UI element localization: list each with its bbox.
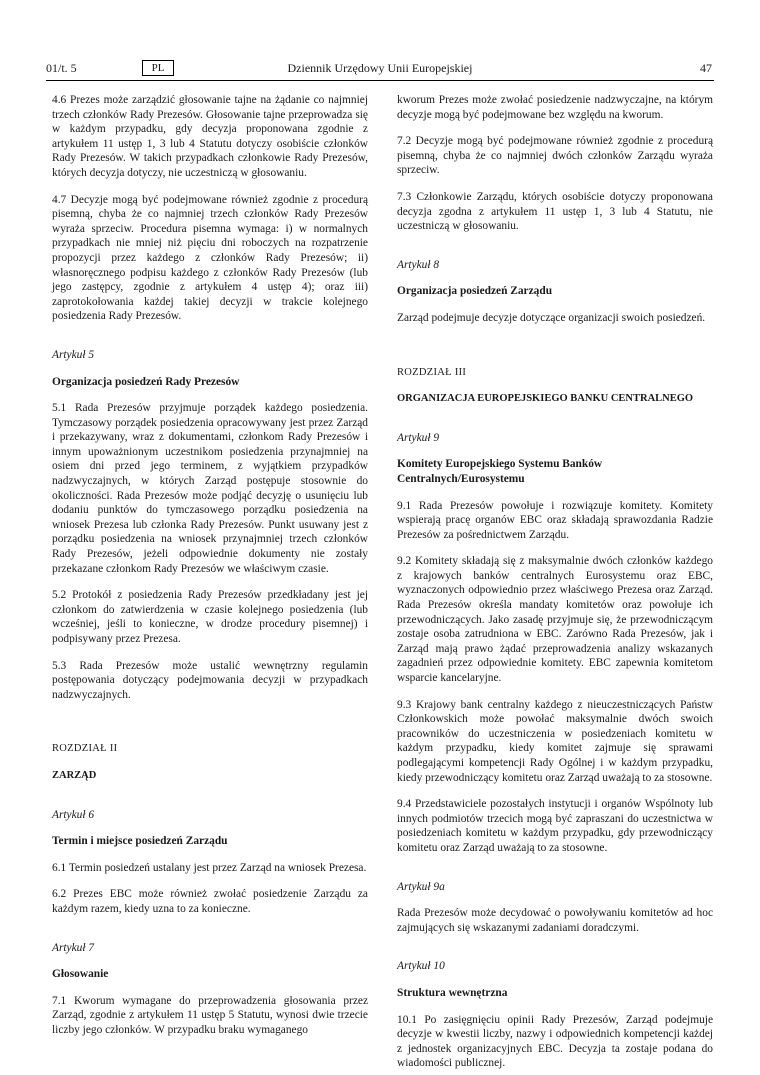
language-badge: PL: [142, 60, 174, 76]
paragraph-6-1: 6.1 Termin posiedzeń ustalany jest przez Zarząd na wniosek Prezesa.: [52, 861, 367, 874]
article-5-label: Artykuł 5: [52, 348, 95, 361]
article-9a-label: Artykuł 9a: [397, 880, 445, 893]
article-9-title-line-2: Centralnych/Eurosystemu: [397, 472, 525, 485]
paragraph-9-4: 9.4 Przedstawiciele pozostałych instytucji i organów Wspólnoty lub innych podmiotów trzecich mogą być zapraszani do uczestnictwa w posiedzeniach komitetu w każdym przypadku, gdy przewodniczący komitetu oraz Zarząd uważają to za stosowne.: [397, 798, 713, 854]
paragraph-9-1: 9.1 Rada Prezesów powołuje i rozwiązuje komitety. Komitety wspierają pracę organów EBC oraz składają sprawozdania Radzie Prezesów za pośrednictwem Zarządu.: [397, 499, 713, 541]
chapter-2-title: ZARZĄD: [52, 769, 97, 781]
paragraph-7-3: 7.3 Członkowie Zarządu, których osobiście dotyczy proponowana decyzja zgodna z artykułem 11 ustęp 1, 3 lub 4 Statutu, nie uczestniczą w głosowaniu.: [397, 190, 713, 233]
article-10-label: Artykuł 10: [397, 960, 445, 973]
paragraph-5-2: 5.2 Protokół z posiedzenia Rady Prezesów przedkładany jest jej członkom do zatwierdzenia w czasie kolejnego posiedzenia (lub wcześniej, jeśli to konieczne, w drodze procedury pisemnej) i podpisywany przez Prezesa.: [52, 589, 368, 645]
paragraph-5-3: 5.3 Rada Prezesów może ustalić wewnętrzny regulamin postępowania dotyczący podejmowania decyzji w przypadkach nadzwyczajnych.: [52, 659, 368, 701]
paragraph-7-1-continued: kworum Prezes może zwołać posiedzenie nadzwyczajne, na którym decyzje mogą być podejmowane bez względu na kworum.: [397, 94, 713, 121]
article-9-label: Artykuł 9: [397, 431, 440, 444]
paragraph-5-1: 5.1 Rada Prezesów przyjmuje porządek każdego posiedzenia. Tymczasowy porządek posiedzenia opracowywany jest przez Zarząd i przekazywany, wraz z dokumentami, członkom Rady Prezesów i innym upoważnionym uczestnikom posiedzenia przynajmniej na osiem dni przed jego terminem, z wyjątkiem przypadków nadzwyczajnych, w których Zarząd postępuje stosownie do okoliczności. Rada Prezesów może podjąć decyzję o usunięciu lub dodaniu punktów do tymczasowego porządku posiedzenia na wniosek Prezesa lub członka Rady Prezesów. Punkt usuwany jest z porządku posiedzenia na wniosek przynajmniej trzech członków Rady Prezesów, jeżeli odpowiednie dokumenty nie zostały przekazane członkom Rady Prezesów we właściwym czasie.: [52, 402, 368, 575]
issue-reference: 01/t. 5: [46, 61, 77, 75]
paragraph-4-6: 4.6 Prezes może zarządzić głosowanie tajne na żądanie co najmniej trzech członków Rady Prezesów. Głosowanie tajne przeprowadza się w każdym przypadku, gdy decyzja proponowana zgodnie z artykułem 11 ustęp 1, 3 lub 4 Statutu dotyczy osobiście członków Rady Prezesów. W takich przypadkach członkowie Rady Prezesów, których decyzja dotyczy, nie uczestniczą w głosowaniu.: [52, 94, 368, 179]
article-6-title: Termin i miejsce posiedzeń Zarządu: [52, 835, 228, 848]
article-10-title: Struktura wewnętrzna: [397, 986, 508, 999]
paragraph-7-1: 7.1 Kworum wymagane do przeprowadzenia głosowania przez Zarząd, zgodnie z artykułem 11 ustęp 5 Statutu, wynosi dwie trzecie liczby jego członków. W przypadku braku wymaganego: [52, 994, 368, 1036]
article-8-label: Artykuł 8: [397, 258, 440, 271]
chapter-3-title: ORGANIZACJA EUROPEJSKIEGO BANKU CENTRALNEGO: [397, 393, 694, 405]
article-6-label: Artykuł 6: [52, 808, 95, 821]
paragraph-9a: Rada Prezesów może decydować o powoływaniu komitetów ad hoc zajmujących się wskazanymi zadaniami doradczymi.: [397, 907, 713, 934]
article-5-title: Organizacja posiedzeń Rady Prezesów: [52, 375, 240, 388]
paragraph-10-1: 10.1 Po zasięgnięciu opinii Rady Prezesów, Zarząd podejmuje decyzje w kwestii liczby, nazwy i odpowiednich kompetencji każdej z jednostek organizacyjnych EBC. Decyzja ta zostaje podana do wiadomości publicznej.: [397, 1013, 713, 1070]
article-7-label: Artykuł 7: [52, 941, 95, 954]
journal-title: Dziennik Urzędowy Unii Europejskiej: [287, 61, 473, 75]
paragraph-8: Zarząd podejmuje decyzje dotyczące organizacji swoich posiedzeń.: [397, 311, 706, 324]
article-9-title-line-1: Komitety Europejskiego Systemu Banków: [397, 458, 603, 471]
right-column: [397, 93, 713, 1071]
page-header: [46, 60, 714, 81]
chapter-3-label: ROZDZIAŁ III: [397, 366, 467, 378]
article-8-title: Organizacja posiedzeń Zarządu: [397, 285, 553, 298]
paragraph-9-3: 9.3 Krajowy bank centralny każdego z nieuczestniczących Państw Członkowskich może powołać maksymalnie dwóch swoich pracowników do uczestniczenia w posiedzeniach komitetu w każdym przypadku, kiedy komitet zajmuje się sprawami podlegającymi kompetencji Rady Ogólnej i w każdym przypadku, kiedy przewodniczący komitetu oraz Zarząd uważają to za stosowne.: [397, 698, 713, 784]
article-7-title: Głosowanie: [52, 968, 109, 981]
paragraph-6-2: 6.2 Prezes EBC może również zwołać posiedzenie Zarządu za każdym razem, kiedy uzna to za konieczne.: [52, 888, 368, 915]
paragraph-9-2: 9.2 Komitety składają się z maksymalnie dwóch członków każdego z krajowych banków centralnych Eurosystemu oraz EBC, wyznaczonych odpowiednio przez właściwego Prezesa oraz Zarząd. Rada Prezesów określa mandaty komitetów oraz powołuje ich przewodniczących. Jako zasadę przyjmuje się, że przewodniczącym zostaje osoba zatrudniona w EBC. Zarówno Rada Prezesów, jak i Zarząd mają prawo żądać przeprowadzenia analizy wskazanych zagadnień przez odpowiednie komitety. EBC zapewnia komitetom wsparcie kancelaryjne.: [397, 555, 713, 685]
paragraph-7-2: 7.2 Decyzje mogą być podejmowane również zgodnie z procedurą pisemną, chyba że co najmniej dwóch członków Zarządu wyraża sprzeciw.: [397, 135, 713, 177]
left-column: [52, 93, 368, 1038]
paragraph-4-7: 4.7 Decyzje mogą być podejmowane również zgodnie z procedurą pisemną, chyba że co najmniej trzech członków Rady Prezesów wyraża sprzeciw. Procedura pisemna wymaga: i) w normalnych przypadkach nie mniej niż pięciu dni roboczych na rozpatrzenie propozycji przez każdego z członków Rady Prezesów; ii) własnoręcznego podpisu każdego z członków Rady Prezesów (lub jego zastępcy, zgodnie z artykułem 4 ustęp 4); oraz iii) zaprotokołowania każdej takiej decyzji w trakcie kolejnego posiedzenia Rady Prezesów.: [52, 193, 368, 323]
chapter-2-label: ROZDZIAŁ II: [52, 743, 118, 755]
page-number: 47: [700, 61, 712, 75]
